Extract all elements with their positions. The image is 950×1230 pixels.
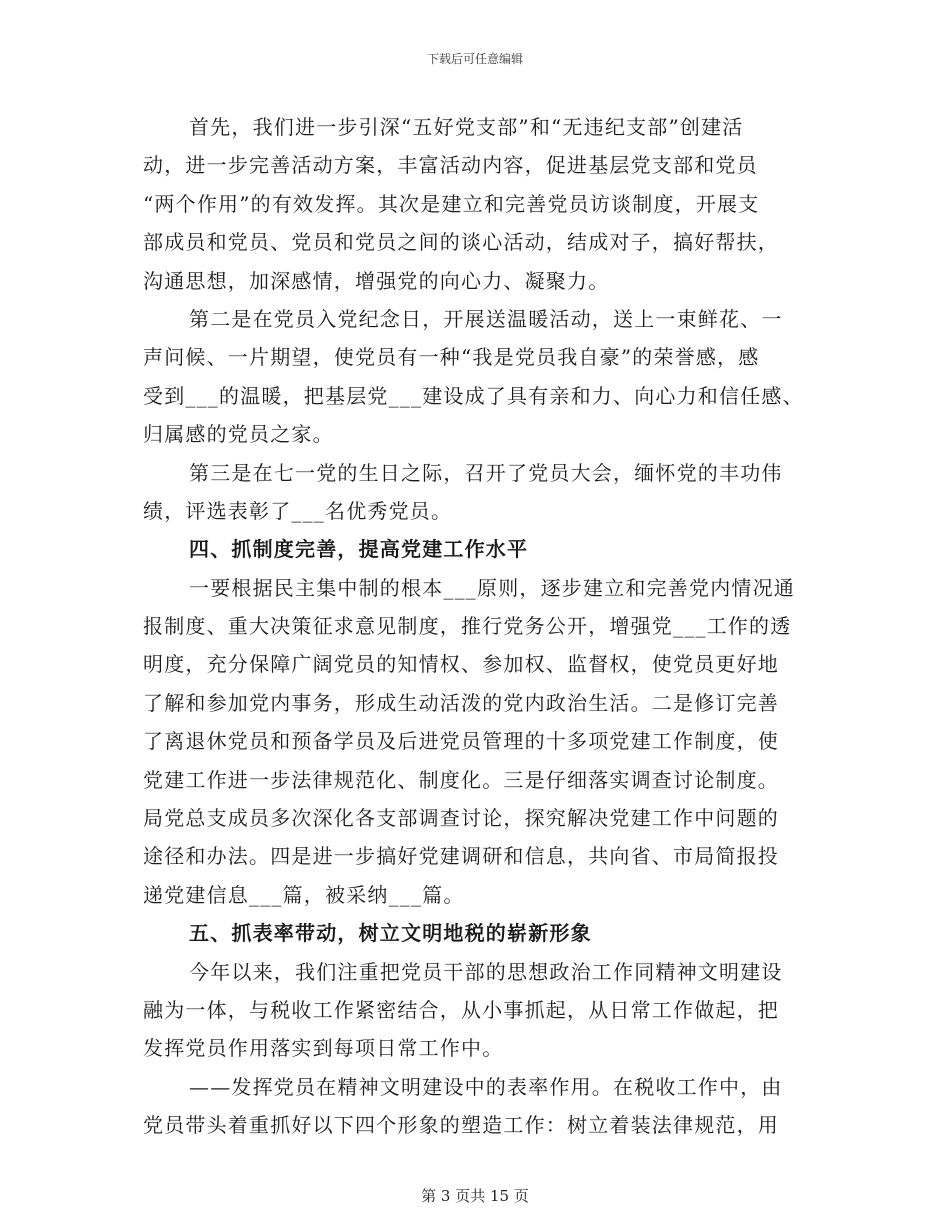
text-line: 途径和办法。四是进一步搞好党建调研和信息，共向省、市局简报投 — [143, 844, 779, 869]
text-line: 党员带头着重抓好以下四个形象的塑造工作：树立着装法律规范，用 — [143, 1113, 779, 1138]
text-line: 了离退休党员和预备学员及后进党员管理的十多项党建工作制度，使 — [143, 729, 779, 754]
text-line: “两个作用”的有效发挥。其次是建立和完善党员访谈制度，开展支 — [143, 191, 760, 216]
page-header: 下载后可任意编辑 — [426, 52, 523, 66]
document-body — [143, 108, 803, 1145]
text-line: 沟通思想，加深感情，增强党的向心力、凝聚力。 — [143, 268, 610, 293]
text-line: 递党建信息___篇，被采纳___篇。 — [143, 882, 465, 907]
text-line: 党建工作进一步法律规范化、制度化。三是仔细落实调查讨论制度。 — [143, 767, 779, 792]
text-line: 报制度、重大决策征求意见制度，推行党务公开，增强党___工作的透 — [143, 614, 792, 639]
text-line: 声问候、一片期望，使党员有一种“我是党员我自豪”的荣誉感，感 — [143, 345, 760, 370]
text-line: 融为一体，与税收工作紧密结合，从小事抓起，从日常工作做起，把 — [143, 997, 779, 1022]
text-line: 一要根据民主集中制的根本___原则，逐步建立和完善党内情况通 — [189, 575, 795, 600]
text-line: ——发挥党员在精神文明建设中的表率作用。在税收工作中，由 — [189, 1074, 783, 1099]
text-line: 首先，我们进一步引深“五好党支部”和“无违纪支部”创建活 — [189, 115, 744, 139]
text-line: 部成员和党员、党员和党员之间的谈心活动，结成对子，搞好帮扶， — [143, 230, 779, 255]
section-heading: 四、抓制度完善，提高党建工作水平 — [189, 537, 529, 562]
text-line: 了解和参加党内事务，形成生动活泼的党内政治生活。二是修订完善 — [143, 690, 779, 715]
text-line: 第二是在党员入党纪念日，开展送温暖活动，送上一束鲜花、一 — [189, 306, 783, 331]
text-line: 受到___的温暖，把基层党___建设成了具有亲和力、向心力和信任感、 — [143, 383, 804, 408]
text-line: 明度，充分保障广阔党员的知情权、参加权、监督权，使党员更好地 — [143, 652, 779, 677]
text-line: 今年以来，我们注重把党员干部的思想政治工作同精神文明建设 — [189, 959, 783, 984]
text-line: 归属感的党员之家。 — [143, 422, 334, 447]
text-line: 第三是在七一党的生日之际，召开了党员大会，缅怀党的丰功伟 — [189, 460, 783, 485]
text-line: 动，进一步完善活动方案，丰富活动内容，促进基层党支部和党员 — [143, 153, 758, 178]
text-line: 局党总支成员多次深化各支部调查讨论，探究解决党建工作中问题的 — [143, 806, 779, 831]
text-line: 绩，评选表彰了___名优秀党员。 — [143, 498, 453, 523]
page-footer: 第 3 页共 15 页 — [421, 1187, 529, 1205]
section-heading: 五、抓表率带动，树立文明地税的崭新形象 — [189, 921, 592, 946]
text-line: 发挥党员作用落实到每项日常工作中。 — [143, 1036, 504, 1061]
